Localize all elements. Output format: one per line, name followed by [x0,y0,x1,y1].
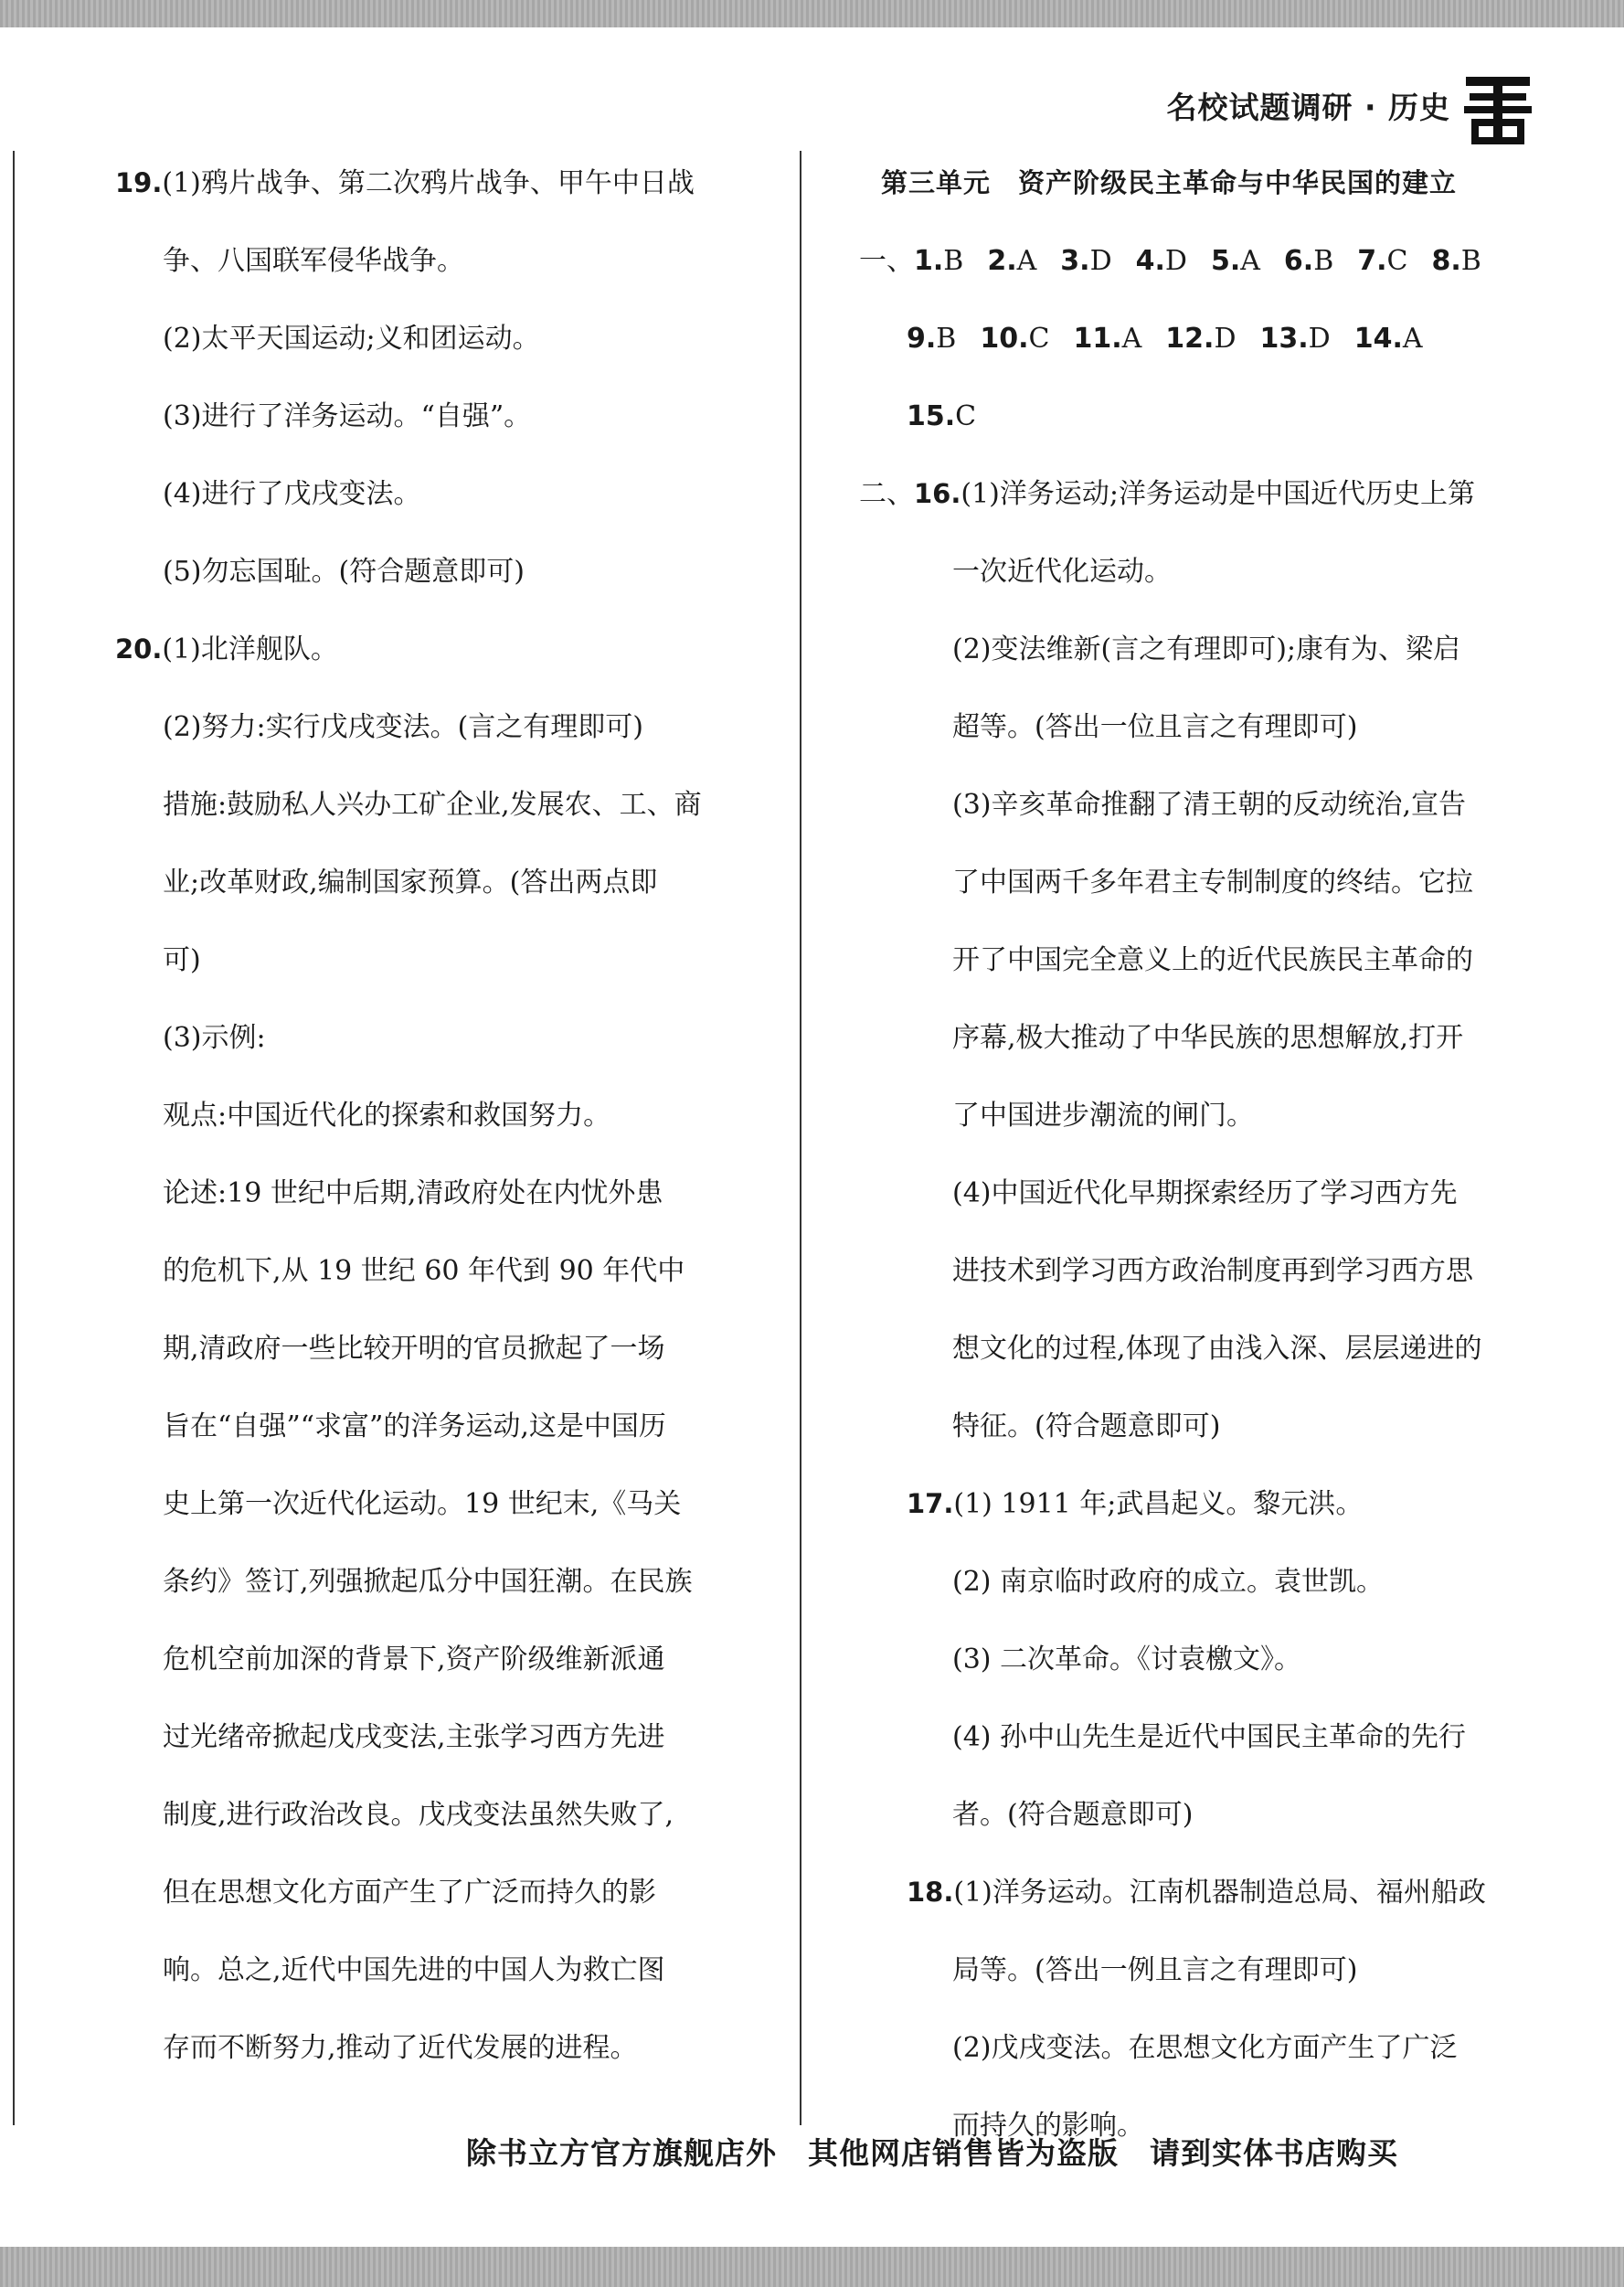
q18-line-2: 局等。(答出一例且言之有理即可) [952,1954,1358,1986]
mc-question-number: 15. [907,400,956,432]
q20-line-5: 可) [163,944,201,976]
mc-answers-row-3 [907,400,1000,432]
bottom-border-bar [0,2247,1624,2287]
q17-number: 17. [907,1488,954,1519]
mc-answer [1073,300,1141,378]
q20-line-17: 但在思想文化方面产生了广泛而持久的影 [163,1877,656,1909]
mc-answer-letter: A [1121,323,1142,355]
mc-question-number: 3. [1060,245,1090,277]
mc-question-number: 8. [1431,245,1461,277]
mc-question-number: 7. [1357,245,1387,277]
section-2-label: 二、 [859,478,914,510]
q17-line-2: (2) 南京临时政府的成立。袁世凯。 [952,1566,1385,1598]
q16-number: 16. [914,478,961,509]
q20-line-10: 期,清政府一些比较开明的官员掀起了一场 [163,1333,665,1365]
q20-line-12: 史上第一次近代化运动。19 世纪末,《马关 [163,1488,682,1520]
q17-line-1: 17.(1) 1911 年;武昌起义。黎元洪。 [907,1488,1364,1520]
mc-question-number: 5. [1210,245,1241,277]
mc-row-3 [859,378,1535,455]
mc-answer [1354,300,1423,378]
section-1-label: 一、 [859,245,914,277]
q18-number: 18. [907,1877,954,1908]
q16-line-6: 了中国两千多年君主专制制度的终结。它拉 [952,867,1473,899]
mc-answer [980,300,1049,378]
mc-answer [1211,222,1260,300]
column-divider [800,151,801,2125]
q16-line-12: 想文化的过程,体现了由浅入深、层层递进的 [952,1333,1482,1365]
unit-title: 第三单元 资产阶级民主革命与中华民国的建立 [881,167,1458,198]
q16-line-5: (3)辛亥革命推翻了清王朝的反动统治,宣告 [952,789,1467,821]
mc-answer-letter: A [1016,245,1037,277]
q16-line-9: 了中国进步潮流的闸门。 [952,1100,1254,1132]
q20-line-9: 的危机下,从 19 世纪 60 年代到 90 年代中 [163,1255,685,1287]
left-column [115,144,755,2087]
mc-question-number: 2. [987,245,1017,277]
mc-answer-letter: B [943,245,964,277]
page-header-title: 名校试题调研 · 历史 [1166,90,1450,125]
q19-line-1: 19.(1)鸦片战争、第二次鸦片战争、甲午中日战 [115,167,695,199]
q20-line-2: (2)努力:实行戊戌变法。(言之有理即可) [163,711,644,743]
q19-line-3: (2)太平天国运动;义和团运动。 [163,323,540,355]
mc-answer-letter: D [1089,245,1112,277]
q16-line-13: 特征。(符合题意即可) [952,1410,1221,1442]
q17-line-4: (4) 孙中山先生是近代中国民主革命的先行 [952,1721,1467,1753]
q18-line-3: (2)戊戌变法。在思想文化方面产生了广泛 [952,2032,1458,2064]
q20-line-18: 响。总之,近代中国先进的中国人为救亡图 [163,1954,665,1986]
q19-line-4: (3)进行了洋务运动。“自强”。 [163,400,532,432]
mc-answer-letter: A [1402,323,1423,355]
q16-line-8: 序幕,极大推动了中华民族的思想解放,打开 [952,1022,1464,1054]
q18-line-1: 18.(1)洋务运动。江南机器制造总局、福州船政 [907,1877,1486,1909]
mc-answers-row-1 [914,245,1505,277]
mc-answer [987,222,1036,300]
q19-line-2: 争、八国联军侵华战争。 [163,245,464,277]
mc-answer [1260,300,1331,378]
mc-answer-letter: A [1240,245,1260,277]
q19-line-6: (5)勿忘国耻。(符合题意即可) [163,556,525,588]
mc-question-number: 13. [1259,323,1309,355]
q19-number: 19. [115,167,163,198]
mc-question-number: 12. [1165,323,1215,355]
mc-question-number: 9. [907,323,937,355]
q20-number: 20. [115,633,163,665]
mc-row-2 [859,300,1535,378]
mc-answer [1165,300,1236,378]
anti-piracy-notice: 除书立方官方旗舰店外 其他网店销售皆为盗版 请到实体书店购买 [466,2135,1398,2171]
mc-answer-letter: C [955,400,977,432]
mc-answer-letter: B [1460,245,1481,277]
q20-line-8: 论述:19 世纪中后期,清政府处在内忧外患 [163,1177,663,1209]
q20-line-6: (3)示例: [163,1022,266,1054]
mc-question-number: 11. [1073,323,1122,355]
mc-answer-letter: D [1308,323,1331,355]
q20-line-11: 旨在“自强”“求富”的洋务运动,这是中国历 [163,1410,666,1442]
mc-answer [1357,222,1407,300]
mc-answer-letter: C [1386,245,1408,277]
right-column [859,144,1535,2165]
mc-answer [1284,222,1333,300]
q20-line-16: 制度,进行政治改良。戊戌变法虽然失败了, [163,1799,674,1831]
mc-answer-letter: B [936,323,957,355]
mc-answer-letter: D [1164,245,1187,277]
q20-line-1: 20.(1)北洋舰队。 [115,633,338,665]
mc-question-number: 10. [980,323,1029,355]
mc-answers-row-2 [907,323,1447,355]
mc-answer [1060,222,1111,300]
q20-line-13: 条约》签订,列强掀起瓜分中国狂潮。在民族 [163,1566,693,1598]
q16-line-3: (2)变法维新(言之有理即可);康有为、梁启 [952,633,1461,665]
q16-line-10: (4)中国近代化早期探索经历了学习西方先 [952,1177,1458,1209]
mc-question-number: 14. [1353,323,1403,355]
top-border-bar [0,0,1624,27]
q18-line-4: 而持久的影响。 [952,2110,1144,2142]
mc-answer-letter: D [1214,323,1237,355]
book-logo-icon [1460,73,1535,148]
q16-line-1: 二、16.(1)洋务运动;洋务运动是中国近代历史上第 [859,478,1475,510]
q16-line-4: 超等。(答出一位且言之有理即可) [952,711,1358,743]
q16-line-2: 一次近代化运动。 [952,556,1172,588]
q20-line-15: 过光绪帝掀起戊戌变法,主张学习西方先进 [163,1721,665,1753]
q20-line-4: 业;改革财政,编制国家预算。(答出两点即 [163,867,658,899]
mc-answer [1432,222,1481,300]
mc-answer [1136,222,1187,300]
mc-answer [914,222,963,300]
mc-answer-letter: C [1028,323,1050,355]
left-margin-rule [13,151,15,2125]
mc-answer [907,378,976,455]
q20-line-14: 危机空前加深的背景下,资产阶级维新派通 [163,1643,665,1675]
q20-line-7: 观点:中国近代化的探索和救国努力。 [163,1100,611,1132]
mc-question-number: 1. [914,245,944,277]
q16-line-7: 开了中国完全意义上的近代民族民主革命的 [952,944,1473,976]
q20-line-3: 措施:鼓励私人兴办工矿企业,发展农、工、商 [163,789,702,821]
mc-answer [907,300,956,378]
q17-line-5: 者。(符合题意即可) [952,1799,1194,1831]
q16-line-11: 进技术到学习西方政治制度再到学习西方思 [952,1255,1473,1287]
q17-line-3: (3) 二次革命。《讨袁檄文》。 [952,1643,1302,1675]
mc-row-1 [859,222,1535,300]
q20-line-19: 存而不断努力,推动了近代发展的进程。 [163,2032,638,2064]
mc-answer-letter: B [1313,245,1334,277]
mc-question-number: 4. [1135,245,1165,277]
mc-question-number: 6. [1283,245,1314,277]
q19-line-5: (4)进行了戊戌变法。 [163,478,421,510]
